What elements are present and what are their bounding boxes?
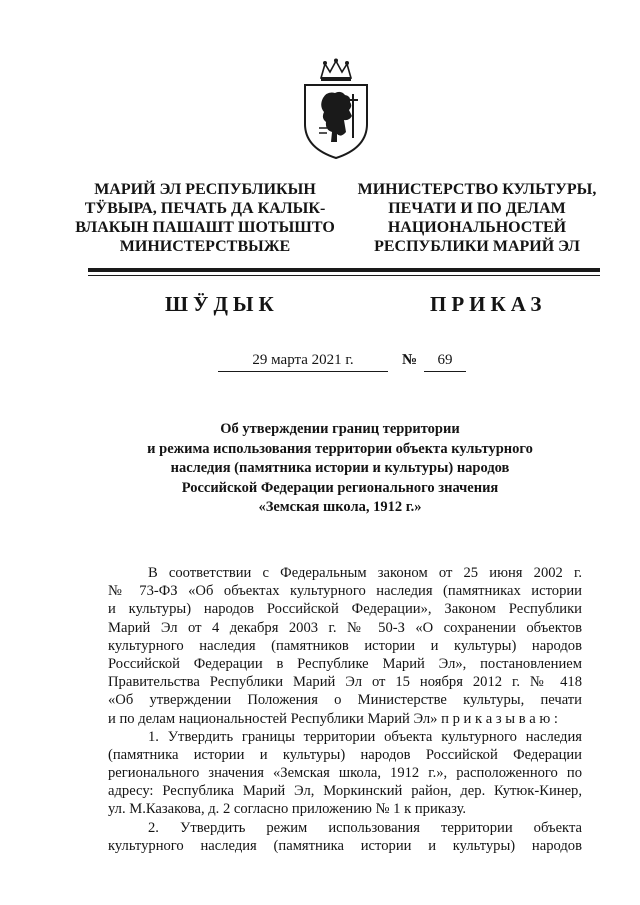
body-line: (памятника истории и культуры) народов Российской Федерации	[108, 746, 582, 763]
header-right-line: ПЕЧАТИ И ПО ДЕЛАМ	[388, 200, 566, 217]
doc-type-mari: ШӰДЫК	[165, 292, 279, 316]
number-sign: №	[402, 352, 418, 368]
order-title	[100, 420, 580, 518]
header-left-line: МИНИСТЕРСТВЫЖЕ	[119, 238, 291, 255]
body-line: и культуры) народов Российской Федерации», Законом Республики	[108, 601, 582, 618]
order-dateline	[0, 352, 640, 378]
ministry-name-russian	[352, 180, 602, 256]
body-line: адресу: Республика Марий Эл, Моркинский район, дер. Кутюк-Кинер,	[108, 783, 582, 800]
body-line: регионального значения «Земская школа, 1912 г.», расположенного по	[108, 765, 582, 782]
body-line: № 73-ФЗ «Об объектах культурного наследия (памятниках истории	[108, 583, 582, 600]
body-line: 2. Утвердить режим использования территории объекта	[148, 819, 582, 836]
body-line: 1. Утвердить границы территории объекта культурного наследия	[148, 728, 582, 745]
order-number: 69	[424, 352, 466, 372]
header-left-line: МАРИЙ ЭЛ РЕСПУБЛИКЫН	[94, 181, 316, 198]
header-right-line: РЕСПУБЛИКИ МАРИЙ ЭЛ	[374, 238, 580, 255]
body-line: В соответствии с Федеральным законом от 25 июня 2002 г.	[148, 565, 582, 581]
order-date: 29 марта 2021 г.	[218, 352, 388, 372]
body-line: Российской Федерации в Республике Марий Эл», постановлением	[108, 655, 582, 672]
ministry-name-mari	[70, 180, 340, 256]
order-body	[108, 564, 582, 855]
title-line: Российской Федерации регионального значения	[181, 479, 499, 496]
body-line: «Об утверждении Положения о Министерстве культуры, печати	[108, 692, 582, 709]
body-line: ул. М.Казакова, д. 2 согласно приложению № 1 к приказу.	[108, 801, 467, 818]
header-right-line: МИНИСТЕРСТВО КУЛЬТУРЫ,	[357, 181, 597, 198]
title-line: наследия (памятника истории и культуры) народов	[170, 460, 510, 476]
body-line: Правительства Республики Марий Эл от 15 ноября 2012 г. № 418	[108, 674, 582, 691]
header-divider-thin	[88, 275, 600, 276]
title-line: Об утверждении границ территории	[220, 421, 460, 437]
header-divider-thick	[88, 268, 600, 272]
title-line: и режима использования территории объекта культурного	[147, 440, 533, 457]
header-left-line: ТӰВЫРА, ПЕЧАТЬ ДА КАЛЫК-	[84, 200, 326, 217]
title-line: «Земская школа, 1912 г.»	[258, 499, 422, 515]
body-line: и по делам национальностей Республики Марий Эл» п р и к а з ы в а ю :	[108, 710, 558, 727]
coat-of-arms-icon	[297, 58, 375, 160]
header-right-line: НАЦИОНАЛЬНОСТЕЙ	[387, 219, 567, 236]
doc-type-russian: ПРИКАЗ	[430, 292, 547, 316]
header-left-line: ВЛАКЫН ПАШАШТ ШОТЫШТО	[75, 219, 335, 236]
body-line: культурного наследия (памятника истории и культуры) народов	[108, 837, 582, 854]
body-line: Марий Эл от 4 декабря 2003 г. № 50-З «О сохранении объектов	[108, 619, 582, 636]
body-line: культурного наследия (памятников истории и культуры) народов	[108, 637, 582, 654]
